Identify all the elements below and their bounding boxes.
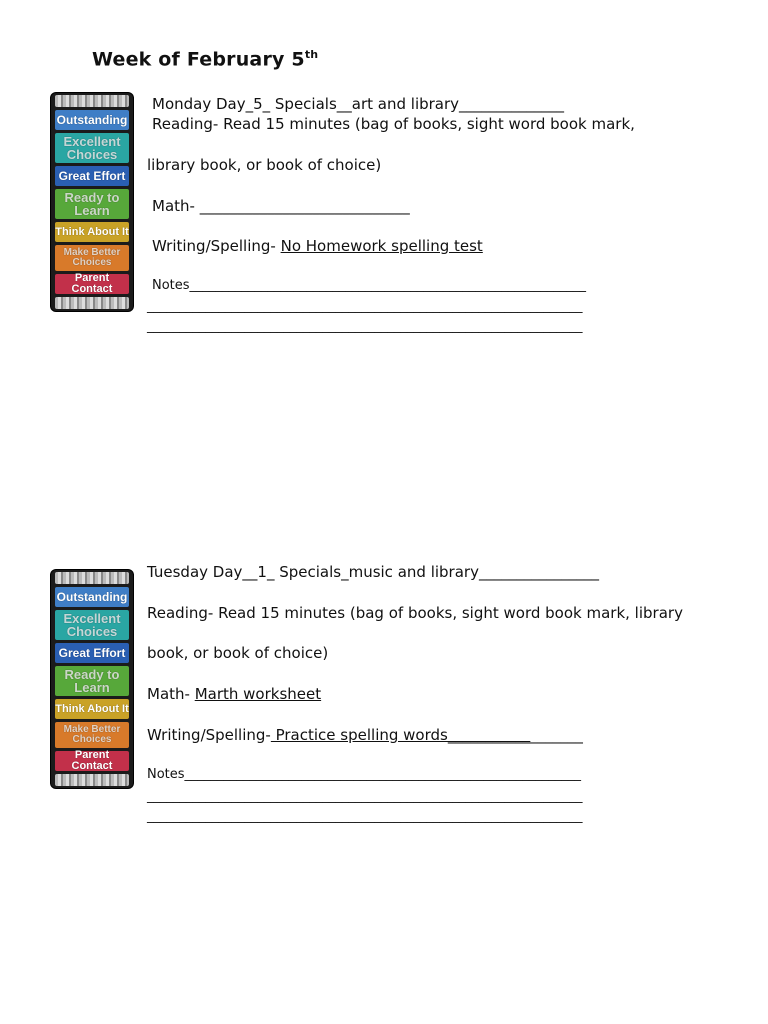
- tuesday-writing-value: Practice spelling words___________: [270, 726, 531, 744]
- tuesday-notes-line1: Notes_____________________________________________________________: [147, 767, 582, 782]
- chart-top-cap: [55, 572, 129, 584]
- monday-writing-value: No Homework spelling test: [280, 237, 483, 255]
- tuesday-writing: [147, 726, 583, 744]
- level-excellent-choices: Excellent Choices: [55, 610, 129, 640]
- level-excellent-choices: Excellent Choices: [55, 133, 129, 163]
- title-text: Week of February 5: [92, 48, 305, 71]
- behavior-chart-tuesday: [51, 570, 133, 788]
- chart-top-cap: [55, 95, 129, 107]
- monday-reading-line2: library book, or book of choice): [147, 156, 382, 174]
- level-make-better-choices: Make Better Choices: [55, 245, 129, 271]
- level-think-about-it: Think About It: [55, 222, 129, 242]
- tuesday-reading-line1: Reading- Read 15 minutes (bag of books, sight word book mark, library: [147, 604, 683, 622]
- tuesday-header: Tuesday Day__1_ Specials_music and library________________: [147, 563, 599, 581]
- level-ready-to-learn: Ready to Learn: [55, 189, 129, 219]
- monday-header: Monday Day_5_ Specials__art and library______________: [152, 95, 565, 113]
- monday-writing: [152, 237, 483, 255]
- level-outstanding: Outstanding: [55, 110, 129, 130]
- level-great-effort: Great Effort: [55, 643, 129, 663]
- title-superscript: th: [304, 48, 319, 61]
- tuesday-math-value: Marth worksheet: [194, 685, 322, 703]
- monday-notes-line3: ___________________________________________________________________: [147, 319, 583, 334]
- tuesday-reading-line2: book, or book of choice): [147, 644, 329, 662]
- monday-notes-line2: ___________________________________________________________________: [147, 299, 583, 314]
- level-ready-to-learn: Ready to Learn: [55, 666, 129, 696]
- behavior-chart-monday: [51, 93, 133, 311]
- monday-notes-line1: Notes_____________________________________________________________: [152, 278, 587, 293]
- tuesday-notes-line2: ___________________________________________________________________: [147, 789, 583, 804]
- tuesday-math-label: Math-: [147, 685, 195, 703]
- tuesday-notes-line3: ___________________________________________________________________: [147, 809, 583, 824]
- monday-math: Math- ____________________________: [152, 197, 410, 215]
- monday-reading-line1: Reading- Read 15 minutes (bag of books, sight word book mark,: [152, 115, 635, 133]
- chart-bottom-cap: [55, 774, 129, 786]
- level-outstanding: Outstanding: [55, 587, 129, 607]
- tuesday-writing-tail: _______: [530, 726, 583, 744]
- tuesday-writing-label: Writing/Spelling-: [147, 726, 271, 744]
- tuesday-math: [147, 685, 321, 703]
- level-make-better-choices: Make Better Choices: [55, 722, 129, 748]
- level-great-effort: Great Effort: [55, 166, 129, 186]
- level-parent-contact: Parent Contact: [55, 751, 129, 771]
- level-think-about-it: Think About It: [55, 699, 129, 719]
- chart-bottom-cap: [55, 297, 129, 309]
- level-parent-contact: Parent Contact: [55, 274, 129, 294]
- page-title: [92, 48, 318, 70]
- monday-writing-label: Writing/Spelling-: [152, 237, 281, 255]
